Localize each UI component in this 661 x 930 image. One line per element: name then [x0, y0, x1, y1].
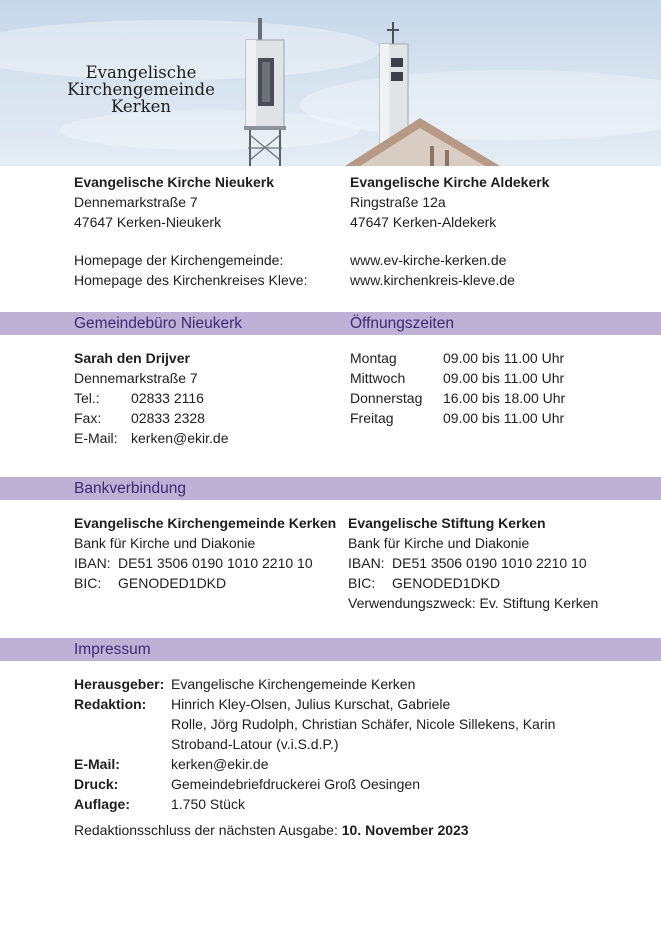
hours-day: Freitag [350, 410, 394, 426]
contact-email-link[interactable]: kerken@ekir.de [131, 430, 229, 446]
impressum-email-link[interactable]: kerken@ekir.de [171, 756, 269, 772]
homepage-link[interactable]: www.kirchenkreis-kleve.de [350, 272, 515, 288]
contact-label: Tel.: [74, 390, 100, 406]
section-title-office: Gemeindebüro Nieukerk [74, 315, 243, 332]
aldekerk-church [345, 22, 500, 166]
office-person: Sarah den Drijver [74, 350, 190, 366]
impressum-value: Rolle, Jörg Rudolph, Christian Schäfer, Nicole Sillekens, Karin [171, 716, 556, 732]
bank-account-holder: Evangelische Stiftung Kerken [348, 515, 546, 531]
bank-account-holder: Evangelische Kirchengemeinde Kerken [74, 515, 337, 531]
bank-name: Bank für Kirche und Diakonie [348, 535, 530, 551]
contact-value: 02833 2328 [131, 410, 205, 426]
hours-day: Mittwoch [350, 370, 406, 386]
logo-line: Kerken [111, 97, 171, 116]
impressum-label: Auflage: [74, 796, 130, 812]
logo-line: Evangelische [85, 63, 197, 82]
deadline-text: Redaktionsschluss der nächsten Ausgabe: [74, 822, 338, 838]
section-band-office [0, 312, 661, 335]
contact-value: 02833 2116 [131, 390, 204, 406]
parish-logo [66, 64, 216, 115]
section-title-impressum: Impressum [74, 641, 151, 658]
hours-time: 09.00 bis 11.00 Uhr [443, 410, 565, 426]
impressum-value: 1.750 Stück [171, 796, 245, 812]
section-band-bank [0, 477, 661, 500]
iban-label: IBAN: [74, 555, 111, 571]
bic-value: GENODED1DKD [118, 575, 227, 591]
church-street-nieukerk: Dennemarkstraße 7 [74, 194, 198, 210]
bic-label: BIC: [348, 575, 376, 591]
church-city-nieukerk: 47647 Kerken-Nieukerk [74, 214, 222, 230]
hours-time: 16.00 bis 18.00 Uhr [443, 390, 566, 406]
bic-value: GENODED1DKD [392, 575, 501, 591]
hours-time: 09.00 bis 11.00 Uhr [443, 370, 565, 386]
impressum-label: E-Mail: [74, 756, 120, 772]
payment-purpose: Verwendungszweck: Ev. Stiftung Kerken [348, 595, 599, 611]
church-street-aldekerk: Ringstraße 12a [350, 194, 446, 210]
church-name-aldekerk: Evangelische Kirche Aldekerk [350, 174, 550, 190]
contact-label: E-Mail: [74, 430, 118, 446]
deadline-line [74, 820, 469, 840]
nieukerk-tower [244, 18, 286, 166]
logo-line: Kirchengemeinde [67, 80, 215, 99]
hours-day: Donnerstag [350, 390, 423, 406]
impressum-value: Evangelische Kirchengemeinde Kerken [171, 676, 416, 692]
section-title-hours: Öffnungszeiten [350, 315, 454, 332]
hours-day: Montag [350, 350, 397, 366]
impressum-value: Stroband-Latour (v.i.S.d.P.) [171, 736, 339, 752]
homepage-link[interactable]: www.ev-kirche-kerken.de [350, 252, 507, 268]
homepage-label: Homepage der Kirchengemeinde: [74, 252, 284, 268]
iban-value: DE51 3506 0190 1010 2210 10 [118, 555, 313, 571]
deadline-date: 10. November 2023 [341, 822, 469, 838]
homepage-label: Homepage des Kirchenkreises Kleve: [74, 272, 308, 288]
section-title-bank: Bankverbindung [74, 480, 187, 497]
header-banner [0, 0, 661, 166]
iban-value: DE51 3506 0190 1010 2210 10 [392, 555, 587, 571]
office-street: Dennemarkstraße 7 [74, 370, 198, 386]
bic-label: BIC: [74, 575, 102, 591]
hours-time: 09.00 bis 11.00 Uhr [443, 350, 565, 366]
section-band-impressum [0, 638, 661, 661]
impressum-label: Druck: [74, 776, 119, 792]
impressum-label: Redaktion: [74, 696, 147, 712]
church-name-nieukerk: Evangelische Kirche Nieukerk [74, 174, 274, 190]
impressum-value: Hinrich Kley-Olsen, Julius Kurschat, Gabriele [171, 696, 451, 712]
impressum-value: Gemeindebriefdruckerei Groß Oesingen [171, 776, 421, 792]
impressum-label: Herausgeber: [74, 676, 165, 692]
church-city-aldekerk: 47647 Kerken-Aldekerk [350, 214, 497, 230]
bank-name: Bank für Kirche und Diakonie [74, 535, 256, 551]
iban-label: IBAN: [348, 555, 385, 571]
contact-label: Fax: [74, 410, 102, 426]
